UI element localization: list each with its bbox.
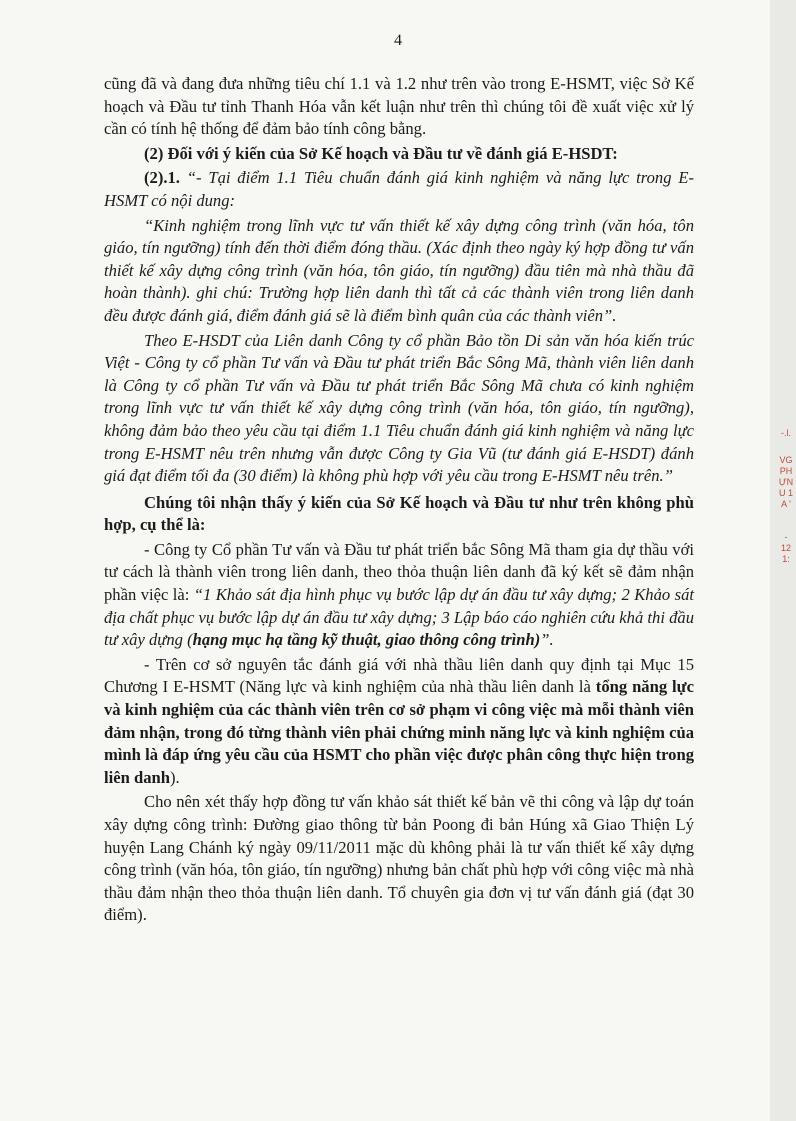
- heading-text: (2) Đối với ý kiến của Sở Kế hoạch và Đầu tư về đánh giá E-HSDT:: [144, 143, 618, 163]
- bleed-line: PH: [779, 466, 793, 476]
- paragraph-conclusion: [104, 791, 694, 927]
- page-number: 4: [394, 32, 402, 49]
- text-run: - Trên cơ sở nguyên tắc đánh giá với nhà thầu liên danh quy định tại Mục 15 Chương I E-HSMT (Năng lực và kinh nghiệm của nhà thầu liên danh là: [104, 654, 694, 697]
- bleed-line: U 1: [778, 488, 793, 498]
- bleed-line: 12: [780, 543, 791, 553]
- text-run: - Công ty Cổ phần Tư vấn và Đầu tư phát triển bắc Sông Mã tham gia dự thầu với tư cách là thành viên trong liên danh, theo thỏa thuận liên danh đã ký kết sẽ đảm nhận phần việc là:: [104, 539, 694, 605]
- paragraph-continuation: [104, 73, 694, 141]
- margin-bleed-text: [776, 428, 796, 439]
- quoted-criterion: [104, 215, 694, 328]
- text-run: Cho nên xét thấy hợp đồng tư vấn khảo sát thiết kế bản vẽ thi công và lập dự toán xây dựng công trình: Đường giao thông từ bản Poong đi bản Húng xã Giao Thiện Lý huyện Lang Chánh ký ngày 09/11/2011 mặc dù không phải là tư vấn thiết kế xây dựng công trình (văn hóa, tôn giáo, tín ngưỡng) nhưng bản chất phù hợp với công việc mà nhà thầu đảm nhận theo thỏa thuận liên danh. Tổ chuyên gia đơn vị tư vấn đánh giá (đạt 30 điểm).: [104, 792, 694, 925]
- response-heading: [104, 492, 694, 537]
- section-heading-2: [104, 143, 694, 166]
- quoted-text: Theo E-HSDT của Liên danh Công ty cổ phần Bảo tồn Di sản văn hóa kiến trúc Việt - Công ty cổ phần Tư vấn và Đầu tư phát triển Bắc Sông Mã, thành viên liên danh là Công ty cổ phần Tư vấn và Đầu tư phát triển Bắc Sông Mã chưa có kinh nghiệm trong lĩnh vực tư vấn thiết kế xây dựng công trình (văn hóa, tôn giáo, tín ngưỡng), không đảm bảo theo yêu cầu tại điểm 1.1 Tiêu chuẩn đánh giá kinh nghiệm và năng lực trong E-HSMT nêu trên nhưng vẫn được Công ty Gia Vũ (tư đánh giá E-HSDT) đánh giá đạt điểm tối đa (30 điểm) là không phù hợp với yêu cầu trong E-HSMT nêu trên.”: [104, 330, 694, 486]
- margin-bleed-text: [776, 532, 796, 565]
- bleed-line: -.l.: [781, 428, 791, 438]
- paragraph-bullet-2: [104, 654, 694, 790]
- paragraph-2-1: [104, 167, 694, 212]
- bleed-line: ỰN: [778, 477, 794, 487]
- quoted-text: “Kinh nghiệm trong lĩnh vực tư vấn thiết kế xây dựng công trình (văn hóa, tôn giáo, tín ngưỡng) tính đến thời điểm đóng thầu. (Xác định theo ngày ký hợp đồng tư vấn thiết kế xây dựng công trình (văn hóa, tôn giáo, tín ngưỡng) đầu tiên mà nhà thầu đã hoàn thành). ghi chú: Trường hợp liên danh thì tất cả các thành viên trong liên danh đều được đánh giá, điểm đánh giá sẽ là điểm bình quân của các thành viên”.: [104, 215, 694, 325]
- margin-bleed-text: [776, 455, 796, 510]
- text-run-end: ).: [169, 767, 180, 787]
- quoted-text: “1 Khảo sát địa hình phục vụ bước lập dự án đầu tư xây dựng; 2 Khảo sát địa chất phục vụ bước lập dự án đầu tư xây dựng; 3 Lập báo cáo nghiên cứu khả thi đầu tư xây dựng (: [104, 585, 694, 650]
- bleed-line: -: [784, 532, 788, 542]
- quoted-text-end: ”.: [540, 630, 554, 650]
- paragraph-bullet-1: [104, 539, 694, 652]
- heading-text: Chúng tôi nhận thấy ý kiến của Sở Kế hoạch và Đầu tư như trên không phù hợp, cụ thể là:: [104, 492, 694, 535]
- emphasis-text: tổng năng lực và kinh nghiệm của các thành viên trên cơ sở phạm vi công việc mà mỗi thành viên đảm nhận, trong đó từng thành viên phải chứng minh năng lực và kinh nghiệm của mình là đáp ứng yêu cầu của HSMT cho phần việc được phân công thực hiện trong liên danh: [104, 677, 694, 787]
- item-number: (2).1.: [144, 168, 180, 188]
- document-body: [104, 73, 694, 927]
- emphasis-text: hạng mục hạ tầng kỹ thuật, giao thông công trình): [192, 630, 541, 650]
- text-run: cũng đã và đang đưa những tiêu chí 1.1 và 1.2 như trên vào trong E-HSMT, việc Sở Kế hoạch và Đầu tư tỉnh Thanh Hóa vẫn kết luận như trên thì chúng tôi đề xuất việc xử lý cần có tính hệ thống để đảm bảo tính công bằng.: [104, 74, 694, 139]
- quoted-assessment: [104, 330, 694, 488]
- bleed-line: VG: [779, 455, 793, 465]
- bleed-line: 1:: [782, 554, 790, 564]
- bleed-line: A ': [781, 499, 791, 509]
- quoted-text: “- Tại điểm 1.1 Tiêu chuẩn đánh giá kinh nghiệm và năng lực trong E-HSMT có nội dung:: [104, 168, 694, 210]
